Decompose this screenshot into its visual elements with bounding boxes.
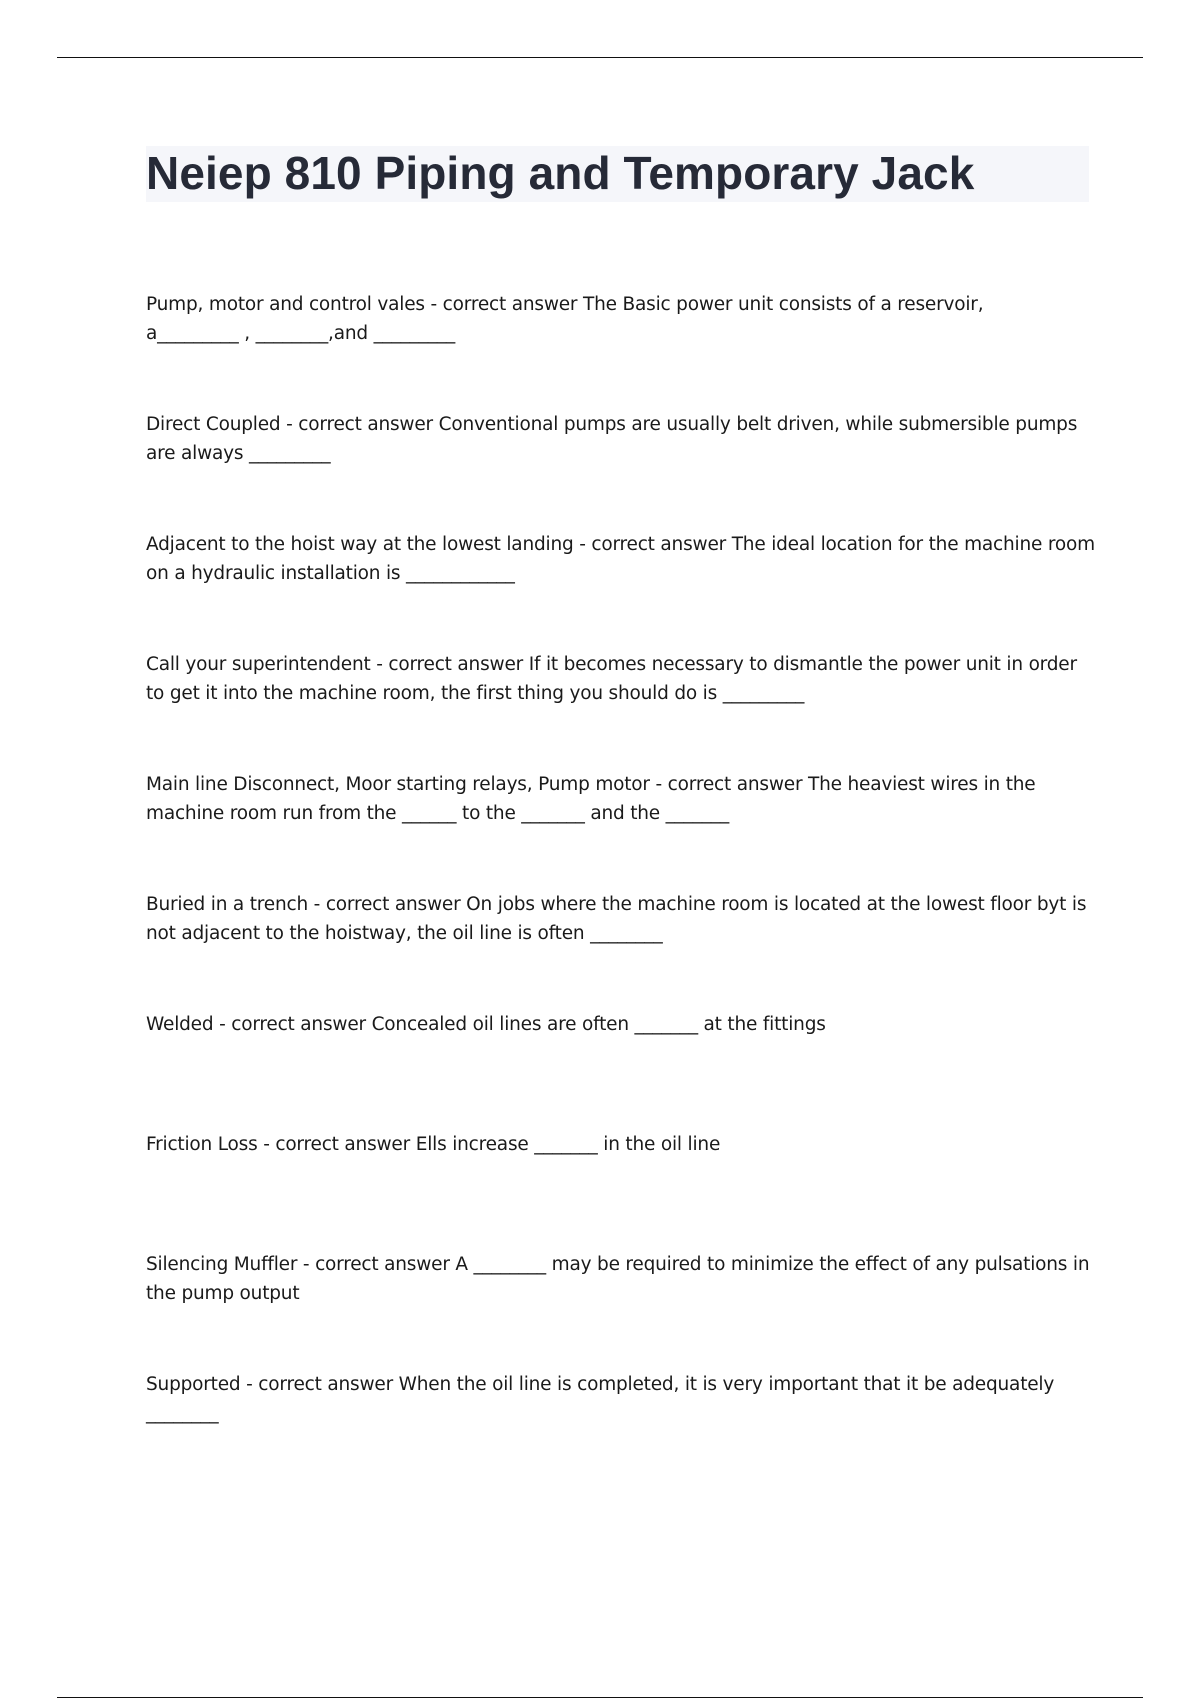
question-item: Silencing Muffler - correct answer A ________ may be required to minimize the effect of any pulsations in the pump output xyxy=(146,1254,1090,1304)
question-item: Main line Disconnect, Moor starting relays, Pump motor - correct answer The heaviest wires in the machine room run from the ______ to the _______ and the _______ xyxy=(146,774,1036,824)
question-item: Welded - correct answer Concealed oil lines are often _______ at the fittings xyxy=(146,1014,826,1035)
question-item: Adjacent to the hoist way at the lowest landing - correct answer The ideal location for the machine room on a hydraulic installation is ____________ xyxy=(146,534,1095,584)
question-list xyxy=(146,290,1096,1490)
question-item: Friction Loss - correct answer Ells increase _______ in the oil line xyxy=(146,1134,721,1155)
bottom-rule xyxy=(57,1697,1143,1698)
question-item: Pump, motor and control vales - correct answer The Basic power unit consists of a reservoir, a_________ , ________,and _________ xyxy=(146,294,984,344)
document-title: Neiep 810 Piping and Temporary Jack xyxy=(146,147,975,199)
top-rule xyxy=(57,57,1143,58)
question-item: Call your superintendent - correct answer If it becomes necessary to dismantle the power unit in order to get it into the machine room, the first thing you should do is _________ xyxy=(146,654,1077,704)
question-item: Direct Coupled - correct answer Conventional pumps are usually belt driven, while submersible pumps are always _________ xyxy=(146,414,1078,464)
question-item: Buried in a trench - correct answer On jobs where the machine room is located at the lowest floor byt is not adjacent to the hoistway, the oil line is often ________ xyxy=(146,894,1087,944)
question-item: Supported - correct answer When the oil line is completed, it is very important that it be adequately ________ xyxy=(146,1374,1055,1424)
